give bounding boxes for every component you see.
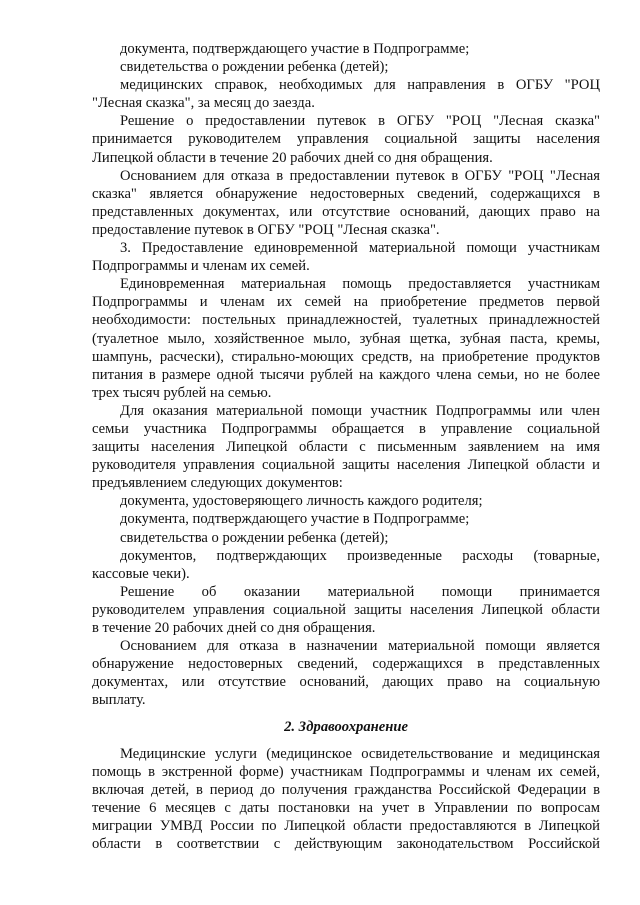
text-line: помощь в экстренной форме) участникам Подпрограммы и членам их семей, [92,763,600,780]
text-line: питания в размере одной тысячи рублей на каждого члена семьи, но не более [92,366,600,383]
text-line: защиты населения Липецкой области с письменным заявлением на имя [92,439,600,456]
text-line: документа, подтверждающего участие в Подпрограмме; [120,41,470,57]
text-line: области в соответствии с действующим законодательством Российской [92,836,600,853]
section-heading-healthcare: 2. Здравоохранение [284,719,408,736]
text-line: свидетельства о рождении ребенка (детей); [120,59,389,76]
text-line: Липецкой области в течение 20 рабочих дней со дня обращения. [92,149,493,166]
text-line: сказка" является обнаружение недостоверных сведений, содержащихся в [92,185,600,202]
text-line: 3. Предоставление единовременной материальной помощи участникам [120,240,600,257]
text-line: Решение об оказании материальной помощи принимается [120,583,600,600]
text-line: принимается руководителем управления социальной защиты населения [92,131,600,148]
text-line: руководителя управления социальной защиты населения Липецкой области и [92,457,600,474]
text-line: "Лесная сказка", за месяц до заезда. [92,95,315,112]
text-line: выплату. [92,692,146,709]
text-line: документах, или отсутствие оснований, дающих право на социальную [92,674,600,691]
text-line: медицинских справок, необходимых для направления в ОГБУ "РОЦ [120,77,600,94]
text-line: представленных документах, или отсутствие оснований, дающих право на [92,203,600,220]
text-line: миграции УМВД России по Липецкой области предоставляются в Липецкой [92,817,600,834]
text-line: необходимости: постельных принадлежностей, туалетных принадлежностей [92,312,600,329]
document-page [92,40,600,853]
text-line: (туалетное мыло, хозяйственное мыло, зубная щетка, зубная паста, кремы, [92,330,600,347]
text-line: документа, подтверждающего участие в Подпрограмме; [120,511,470,528]
text-line: Для оказания материальной помощи участник Подпрограммы или член [120,402,600,419]
text-line: включая детей, в период до получения гражданства Российской Федерации в [92,781,600,798]
text-line: предъявлением следующих документов: [92,475,343,492]
text-line: Решение о предоставлении путевок в ОГБУ "РОЦ "Лесная сказка" [120,113,600,130]
text-line: предоставление путевок в ОГБУ "РОЦ "Лесная сказка". [92,221,440,238]
text-line: семьи участника Подпрограммы обращается в управление социальной [92,420,600,437]
text-line: обнаружение недостоверных сведений, содержащихся в представленных [92,656,600,673]
section-social-support-text [92,40,600,709]
text-line: руководителем управления социальной защиты населения Липецкой области [92,601,600,618]
text-line: течение 6 месяцев с даты постановки на учет в Управлении по вопросам [92,799,600,816]
text-line: трех тысяч рублей на семью. [92,384,272,401]
text-line: Медицинские услуги (медицинское освидетельствование и медицинская [120,745,600,762]
text-line: Подпрограммы и членам их семей на приобретение предметов первой [92,294,600,311]
text-line: Основанием для отказа в предоставлении путевок в ОГБУ "РОЦ "Лесная [120,167,600,184]
text-line: шампунь, расчески), стирально-моющих средств, на приобретение продуктов [92,348,600,365]
text-line: документа, удостоверяющего личность каждого родителя; [120,493,483,510]
text-line: свидетельства о рождении ребенка (детей); [120,529,389,546]
text-line: Подпрограммы и членам их семей. [92,258,310,275]
text-line: в течение 20 рабочих дней со дня обращения. [92,620,376,636]
text-line: документов, подтверждающих произведенные расходы (товарные, [120,547,600,564]
text-line: Единовременная материальная помощь предоставляется участникам [120,276,600,293]
section-healthcare-text [92,745,600,854]
text-line: кассовые чеки). [92,565,190,582]
text-line: Основанием для отказа в назначении материальной помощи является [120,638,600,655]
